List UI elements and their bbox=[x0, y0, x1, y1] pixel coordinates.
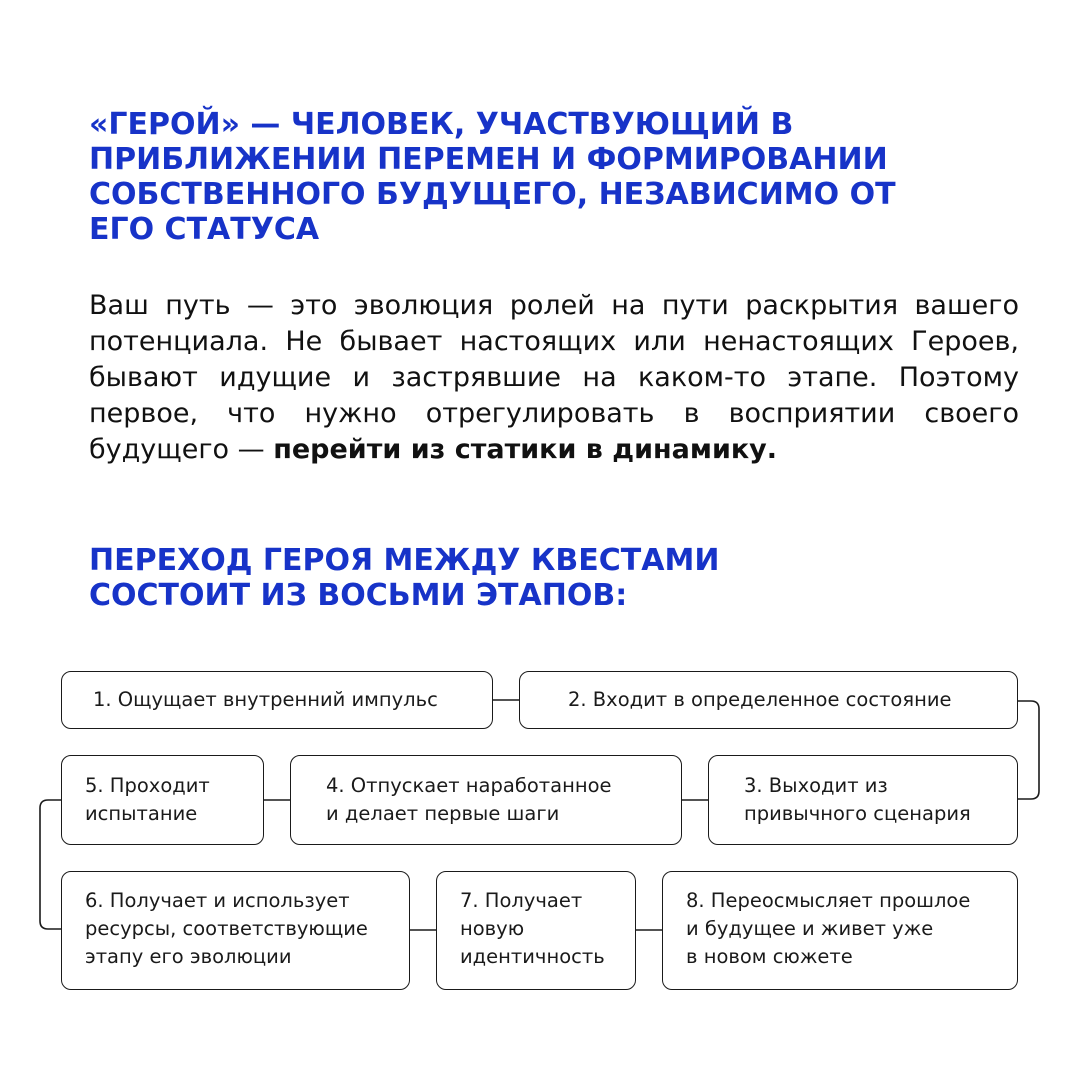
stage-box-1-text: 1. Ощущает внутренний импульс bbox=[93, 688, 438, 711]
stage-box-5-text: испытание bbox=[85, 802, 198, 825]
connector-2-3 bbox=[1018, 701, 1039, 799]
stage-box-7-text: новую bbox=[460, 917, 525, 940]
stage-box-8-text: и будущее и живет уже bbox=[686, 917, 934, 940]
intro-emphasis: перейти из статики в динамику. bbox=[273, 434, 778, 465]
stage-box-3 bbox=[708, 755, 1018, 845]
stage-box-6 bbox=[61, 871, 410, 990]
stage-box-8-text: 8. Переосмысляет прошлое bbox=[686, 889, 971, 912]
stage-box-6-text: 6. Получает и использует bbox=[85, 889, 350, 912]
stage-box-5-text: 5. Проходит bbox=[85, 774, 210, 797]
stages-heading-line: ПЕРЕХОД ГЕРОЯ МЕЖДУ КВЕСТАМИ bbox=[89, 543, 720, 578]
intro-line: Ваш путь — это эволюция ролей на пути раскрытия вашего bbox=[89, 290, 1019, 321]
stage-box-8-text: в новом сюжете bbox=[686, 945, 853, 968]
stage-box-7-text: идентичность bbox=[460, 945, 605, 968]
hero-definition-line: ЕГО СТАТУСА bbox=[89, 212, 320, 247]
stage-box-3-text: 3. Выходит из bbox=[744, 774, 888, 797]
stage-box-2-text: 2. Входит в определенное состояние bbox=[568, 688, 952, 711]
stage-box-7-text: 7. Получает bbox=[460, 889, 583, 912]
intro-line: потенциала. Не бывает настоящих или ненастоящих Героев, bbox=[89, 326, 1019, 357]
hero-definition-line: СОБСТВЕННОГО БУДУЩЕГО, НЕЗАВИСИМО ОТ bbox=[89, 177, 896, 212]
stage-box-5 bbox=[61, 755, 264, 845]
hero-definition-line: ПРИБЛИЖЕНИИ ПЕРЕМЕН И ФОРМИРОВАНИИ bbox=[89, 142, 888, 177]
intro-last-line-prefix: будущего — bbox=[89, 434, 274, 465]
stages-heading-line: СОСТОИТ ИЗ ВОСЬМИ ЭТАПОВ: bbox=[89, 578, 628, 613]
stage-box-4-text: и делает первые шаги bbox=[326, 802, 560, 825]
stage-box-7 bbox=[436, 871, 636, 990]
intro-line: первое, что нужно отрегулировать в восприятии своего bbox=[89, 398, 1019, 429]
stage-box-1 bbox=[61, 671, 493, 729]
stage-box-2 bbox=[519, 671, 1018, 729]
stage-box-6-text: этапу его эволюции bbox=[85, 945, 292, 968]
stage-box-6-text: ресурсы, соответствующие bbox=[85, 917, 368, 940]
stage-box-8 bbox=[662, 871, 1018, 990]
stage-box-3-text: привычного сценария bbox=[744, 802, 971, 825]
hero-definition-line: «ГЕРОЙ» — ЧЕЛОВЕК, УЧАСТВУЮЩИЙ В bbox=[89, 107, 794, 142]
intro-line: бывают идущие и застрявшие на каком-то этапе. Поэтому bbox=[89, 362, 1019, 393]
connector-5-6 bbox=[40, 800, 61, 929]
stage-box-4 bbox=[290, 755, 682, 845]
stage-box-4-text: 4. Отпускает наработанное bbox=[326, 774, 612, 797]
